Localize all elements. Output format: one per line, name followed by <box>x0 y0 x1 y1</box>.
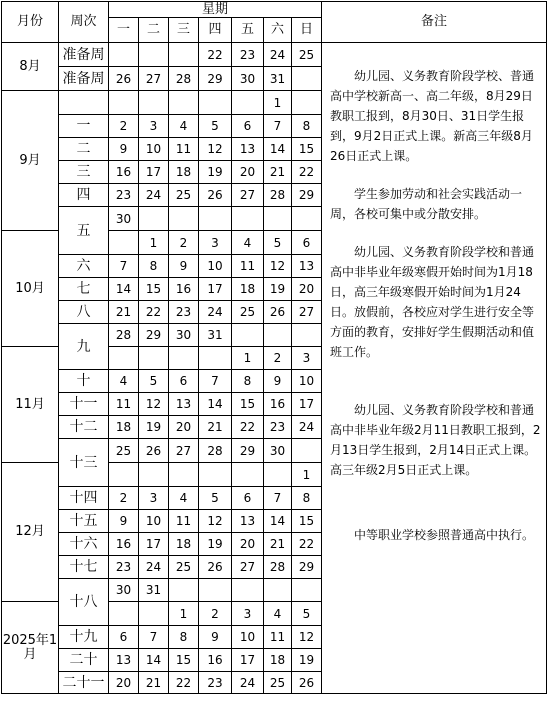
week-cell: 十九 <box>59 626 109 649</box>
day-cell <box>292 207 322 231</box>
day-cell: 9 <box>109 138 139 161</box>
month-cell: 11月 <box>2 347 59 463</box>
weekday-header: 日 <box>292 18 322 43</box>
day-cell: 29 <box>292 184 322 207</box>
day-cell <box>232 207 264 231</box>
day-cell: 17 <box>199 278 232 301</box>
day-cell: 6 <box>232 487 264 510</box>
day-cell: 19 <box>139 416 169 439</box>
day-cell: 17 <box>292 393 322 416</box>
day-cell: 15 <box>139 278 169 301</box>
week-cell: 十六 <box>59 533 109 556</box>
day-cell: 30 <box>109 579 139 602</box>
day-cell: 2 <box>264 347 292 370</box>
day-cell: 22 <box>292 161 322 184</box>
week-cell: 十二 <box>59 416 109 439</box>
day-cell: 20 <box>109 672 139 694</box>
day-cell: 28 <box>199 439 232 463</box>
day-cell: 15 <box>169 649 199 672</box>
day-cell <box>264 207 292 231</box>
week-cell: 七 <box>59 278 109 301</box>
day-cell: 30 <box>109 207 139 231</box>
day-cell: 10 <box>139 510 169 533</box>
day-cell: 28 <box>264 556 292 579</box>
week-cell: 准备周 <box>59 43 109 67</box>
day-cell <box>199 463 232 487</box>
day-cell: 1 <box>232 347 264 370</box>
day-cell: 10 <box>139 138 169 161</box>
day-cell <box>139 91 169 115</box>
week-cell: 二 <box>59 138 109 161</box>
weekday-header: 一 <box>109 18 139 43</box>
day-cell: 21 <box>264 533 292 556</box>
day-cell: 30 <box>264 439 292 463</box>
note-paragraph: 学生参加劳动和社会实践活动一周，各校可集中或分散安排。 <box>330 187 523 221</box>
day-cell: 3 <box>139 487 169 510</box>
day-cell: 3 <box>139 115 169 138</box>
month-cell: 8月 <box>2 43 59 91</box>
day-cell: 24 <box>264 43 292 67</box>
day-cell: 20 <box>232 161 264 184</box>
day-cell: 27 <box>169 439 199 463</box>
day-cell: 18 <box>264 649 292 672</box>
month-cell: 12月 <box>2 463 59 602</box>
day-cell: 7 <box>139 626 169 649</box>
note-paragraph: 幼儿园、义务教育阶段学校和普通高中非毕业年级寒假开始时间为1月18日，高三年级寒假开始时间为1月24日。放假前，各校应对学生进行安全等方面的教育，安排好学生假期活动和值班工作。 <box>330 245 535 359</box>
day-cell: 13 <box>169 393 199 416</box>
day-cell: 16 <box>109 533 139 556</box>
day-cell: 10 <box>232 626 264 649</box>
day-cell <box>292 439 322 463</box>
day-cell: 26 <box>292 672 322 694</box>
weekday-header: 四 <box>199 18 232 43</box>
month-header: 月份 <box>2 2 59 43</box>
day-cell: 7 <box>264 115 292 138</box>
day-cell: 29 <box>232 439 264 463</box>
day-cell: 8 <box>169 626 199 649</box>
day-cell: 9 <box>169 255 199 278</box>
day-cell: 16 <box>109 161 139 184</box>
day-cell: 18 <box>232 278 264 301</box>
day-cell <box>109 463 139 487</box>
day-cell: 27 <box>139 67 169 91</box>
day-cell: 4 <box>169 115 199 138</box>
weekday-header: 二 <box>139 18 169 43</box>
month-cell: 10月 <box>2 231 59 347</box>
day-cell <box>139 207 169 231</box>
day-cell: 10 <box>292 370 322 393</box>
day-cell <box>199 207 232 231</box>
day-cell: 14 <box>139 649 169 672</box>
weekday-header: 三 <box>169 18 199 43</box>
day-cell: 24 <box>232 672 264 694</box>
day-cell: 7 <box>109 255 139 278</box>
day-cell: 14 <box>109 278 139 301</box>
day-cell: 28 <box>109 324 139 347</box>
day-cell: 31 <box>139 579 169 602</box>
day-cell: 2 <box>169 231 199 255</box>
week-cell: 二十一 <box>59 672 109 694</box>
day-cell: 17 <box>232 649 264 672</box>
day-cell: 23 <box>199 672 232 694</box>
day-cell: 2 <box>199 602 232 626</box>
week-cell: 十七 <box>59 556 109 579</box>
day-cell: 11 <box>264 626 292 649</box>
day-cell <box>232 579 264 602</box>
day-cell: 1 <box>169 602 199 626</box>
week-cell: 三 <box>59 161 109 184</box>
week-cell: 二十 <box>59 649 109 672</box>
school-calendar-table <box>1 1 547 694</box>
day-cell <box>139 43 169 67</box>
day-cell: 18 <box>169 161 199 184</box>
day-cell: 19 <box>199 161 232 184</box>
day-cell: 31 <box>264 67 292 91</box>
day-cell: 3 <box>232 602 264 626</box>
day-cell: 17 <box>139 161 169 184</box>
day-cell <box>139 602 169 626</box>
day-cell: 21 <box>109 301 139 324</box>
day-cell: 2 <box>109 115 139 138</box>
notes-header: 备注 <box>322 2 547 43</box>
day-cell: 25 <box>109 439 139 463</box>
day-cell <box>232 91 264 115</box>
day-cell: 8 <box>292 487 322 510</box>
day-cell <box>232 463 264 487</box>
day-cell <box>292 579 322 602</box>
day-cell: 3 <box>292 347 322 370</box>
day-cell <box>109 231 139 255</box>
day-cell: 28 <box>169 67 199 91</box>
day-cell: 24 <box>199 301 232 324</box>
day-cell: 2 <box>109 487 139 510</box>
day-cell: 12 <box>264 255 292 278</box>
day-cell: 12 <box>199 138 232 161</box>
day-cell: 14 <box>264 138 292 161</box>
day-cell: 25 <box>264 672 292 694</box>
day-cell: 13 <box>232 138 264 161</box>
day-cell: 12 <box>199 510 232 533</box>
day-cell: 27 <box>292 301 322 324</box>
note-paragraph: 幼儿园、义务教育阶段学校、普通高中学校新高一、高二年级，8月29日教职工报到，8月30日、31日学生报到，9月2日正式上课。新高三年级8月26日正式上课。 <box>330 69 535 163</box>
day-cell: 21 <box>199 416 232 439</box>
day-cell: 6 <box>109 626 139 649</box>
day-cell: 6 <box>232 115 264 138</box>
day-cell <box>109 43 139 67</box>
day-cell: 23 <box>232 43 264 67</box>
day-cell: 8 <box>292 115 322 138</box>
day-cell: 13 <box>232 510 264 533</box>
day-cell: 9 <box>199 626 232 649</box>
day-cell: 30 <box>169 324 199 347</box>
day-cell: 31 <box>199 324 232 347</box>
day-cell: 5 <box>139 370 169 393</box>
day-cell: 23 <box>109 184 139 207</box>
day-cell: 18 <box>109 416 139 439</box>
day-cell: 13 <box>109 649 139 672</box>
day-cell: 4 <box>232 231 264 255</box>
day-cell: 27 <box>232 184 264 207</box>
day-cell: 25 <box>169 184 199 207</box>
day-cell: 23 <box>169 301 199 324</box>
day-cell: 22 <box>199 43 232 67</box>
week-cell: 五 <box>59 207 109 255</box>
day-cell: 29 <box>139 324 169 347</box>
day-cell: 22 <box>139 301 169 324</box>
day-cell: 6 <box>292 231 322 255</box>
day-cell: 9 <box>264 370 292 393</box>
day-cell <box>169 579 199 602</box>
day-cell <box>199 347 232 370</box>
day-cell: 15 <box>292 510 322 533</box>
day-cell: 10 <box>199 255 232 278</box>
week-cell: 九 <box>59 324 109 370</box>
table-row <box>2 43 547 67</box>
day-cell: 23 <box>264 416 292 439</box>
day-cell: 24 <box>139 184 169 207</box>
week-cell: 准备周 <box>59 67 109 91</box>
day-cell: 26 <box>264 301 292 324</box>
day-cell: 8 <box>232 370 264 393</box>
day-cell: 21 <box>264 161 292 184</box>
week-cell: 四 <box>59 184 109 207</box>
week-cell: 十三 <box>59 439 109 487</box>
day-cell <box>109 602 139 626</box>
day-cell <box>232 324 264 347</box>
day-cell: 16 <box>199 649 232 672</box>
weekday-header: 六 <box>264 18 292 43</box>
day-cell <box>169 463 199 487</box>
day-cell: 22 <box>169 672 199 694</box>
week-cell: 十 <box>59 370 109 393</box>
day-cell: 26 <box>109 67 139 91</box>
day-cell: 20 <box>232 533 264 556</box>
day-cell <box>139 347 169 370</box>
day-cell: 5 <box>292 602 322 626</box>
month-cell: 2025年1月 <box>2 602 59 694</box>
day-cell <box>169 91 199 115</box>
day-cell: 3 <box>199 231 232 255</box>
day-cell <box>109 347 139 370</box>
day-cell: 19 <box>264 278 292 301</box>
day-cell: 15 <box>232 393 264 416</box>
day-cell <box>264 579 292 602</box>
weekday-header: 五 <box>232 18 264 43</box>
notes-cell <box>322 43 547 694</box>
day-cell: 12 <box>292 626 322 649</box>
day-cell: 11 <box>232 255 264 278</box>
day-cell <box>292 67 322 91</box>
day-cell: 16 <box>169 278 199 301</box>
day-cell: 26 <box>199 184 232 207</box>
day-cell: 26 <box>139 439 169 463</box>
day-cell: 1 <box>139 231 169 255</box>
week-cell: 十一 <box>59 393 109 416</box>
day-cell <box>139 463 169 487</box>
day-cell: 7 <box>264 487 292 510</box>
day-cell: 25 <box>169 556 199 579</box>
day-cell: 12 <box>139 393 169 416</box>
day-cell: 19 <box>199 533 232 556</box>
week-cell: 十八 <box>59 579 109 626</box>
day-cell: 8 <box>139 255 169 278</box>
day-cell: 7 <box>199 370 232 393</box>
day-cell <box>59 91 109 115</box>
day-cell: 11 <box>109 393 139 416</box>
day-cell: 16 <box>264 393 292 416</box>
day-cell: 4 <box>169 487 199 510</box>
day-cell: 4 <box>264 602 292 626</box>
day-cell: 13 <box>292 255 322 278</box>
day-cell: 22 <box>292 533 322 556</box>
day-cell: 18 <box>169 533 199 556</box>
day-cell: 25 <box>232 301 264 324</box>
day-cell: 30 <box>232 67 264 91</box>
day-cell: 14 <box>264 510 292 533</box>
day-cell: 29 <box>199 67 232 91</box>
note-paragraph: 幼儿园、义务教育阶段学校和普通高中非毕业年级2月11日教职工报到，2月13日学生报到，2月14日正式上课。高三年级2月5日正式上课。 <box>330 403 541 477</box>
week-cell: 一 <box>59 115 109 138</box>
day-cell: 5 <box>199 115 232 138</box>
day-cell: 27 <box>232 556 264 579</box>
day-cell: 4 <box>109 370 139 393</box>
day-cell: 20 <box>292 278 322 301</box>
day-cell <box>292 324 322 347</box>
day-cell: 24 <box>139 556 169 579</box>
day-cell: 9 <box>109 510 139 533</box>
week-cell: 十四 <box>59 487 109 510</box>
day-cell <box>199 91 232 115</box>
day-cell: 24 <box>292 416 322 439</box>
day-cell <box>109 91 139 115</box>
day-cell: 29 <box>292 556 322 579</box>
week-header: 周次 <box>59 2 109 43</box>
week-cell: 八 <box>59 301 109 324</box>
day-cell <box>199 579 232 602</box>
day-cell <box>169 347 199 370</box>
day-cell: 5 <box>264 231 292 255</box>
day-cell: 6 <box>169 370 199 393</box>
day-cell: 5 <box>199 487 232 510</box>
week-cell: 六 <box>59 255 109 278</box>
day-cell: 25 <box>292 43 322 67</box>
day-cell: 20 <box>169 416 199 439</box>
day-cell: 17 <box>139 533 169 556</box>
week-cell: 十五 <box>59 510 109 533</box>
day-cell <box>169 207 199 231</box>
month-cell: 9月 <box>2 91 59 231</box>
day-cell: 1 <box>264 91 292 115</box>
note-paragraph: 中等职业学校参照普通高中执行。 <box>354 528 535 542</box>
day-cell: 11 <box>169 510 199 533</box>
day-cell: 15 <box>292 138 322 161</box>
day-cell: 23 <box>109 556 139 579</box>
day-cell: 11 <box>169 138 199 161</box>
day-cell: 22 <box>232 416 264 439</box>
day-cell: 19 <box>292 649 322 672</box>
day-cell: 14 <box>199 393 232 416</box>
weekday-group-header: 星期 <box>109 2 322 18</box>
day-cell <box>264 324 292 347</box>
day-cell <box>264 463 292 487</box>
day-cell: 1 <box>292 463 322 487</box>
day-cell: 21 <box>139 672 169 694</box>
day-cell: 26 <box>199 556 232 579</box>
day-cell: 28 <box>264 184 292 207</box>
day-cell <box>169 43 199 67</box>
